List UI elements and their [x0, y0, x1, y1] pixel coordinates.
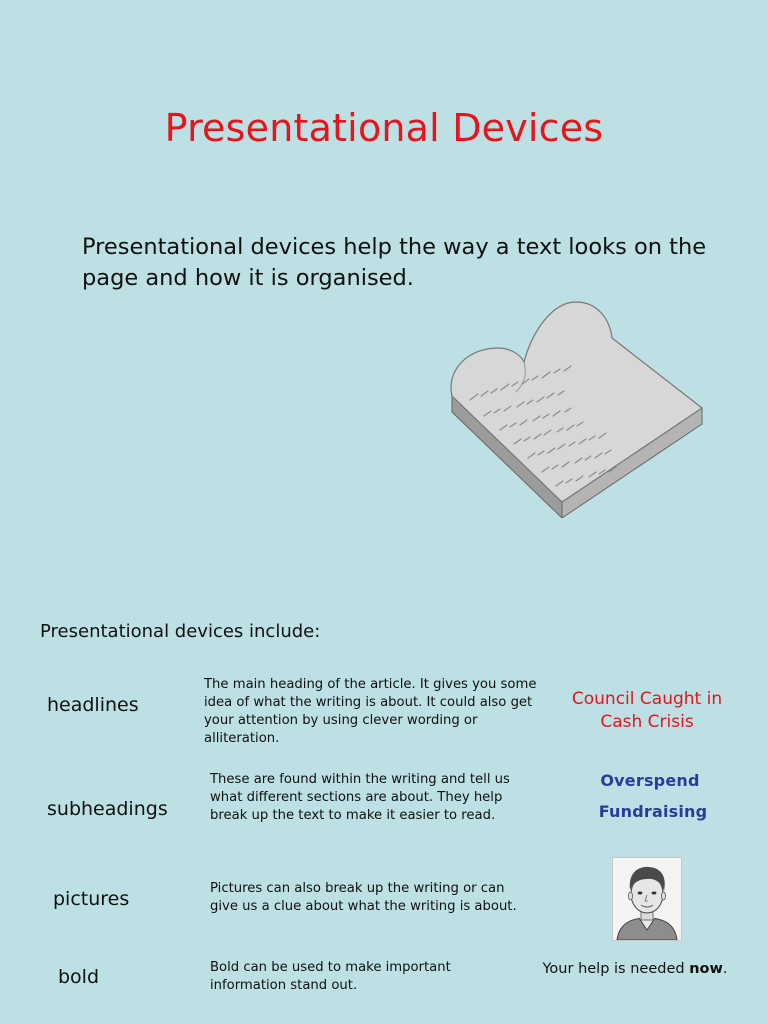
example-bold-word: now: [689, 961, 723, 977]
description-subheadings: These are found within the writing and tell us what different sections are about. They help break up the text to make it easier to read.: [210, 772, 510, 823]
boy-portrait-icon: [612, 857, 682, 941]
term-pictures: pictures: [53, 888, 130, 910]
example-bold-suffix: .: [722, 961, 728, 977]
term-bold: bold: [58, 966, 100, 988]
description-pictures: Pictures can also break up the writing or can give us a clue about what the writing is about.: [210, 881, 517, 914]
example-headline: Council Caught in Cash Crisis: [571, 689, 723, 732]
includes-heading: Presentational devices include:: [40, 621, 321, 642]
stone-tablet-icon: [448, 296, 704, 518]
intro-text: Presentational devices help the way a text looks on the page and how it is organised.: [82, 234, 707, 291]
term-subheadings: subheadings: [47, 798, 168, 820]
example-bold-prefix: Your help is needed: [542, 961, 690, 977]
example-subheading-1: Overspend: [600, 771, 700, 790]
term-headlines: headlines: [47, 694, 139, 716]
description-headlines: The main heading of the article. It gives you some idea of what the writing is about. It could also get your attention by using clever wording or alliteration.: [204, 677, 537, 746]
page-title: Presentational Devices: [164, 106, 604, 150]
description-bold: Bold can be used to make important information stand out.: [210, 960, 451, 993]
example-bold: [530, 961, 740, 977]
example-subheading-2: Fundraising: [598, 802, 708, 821]
